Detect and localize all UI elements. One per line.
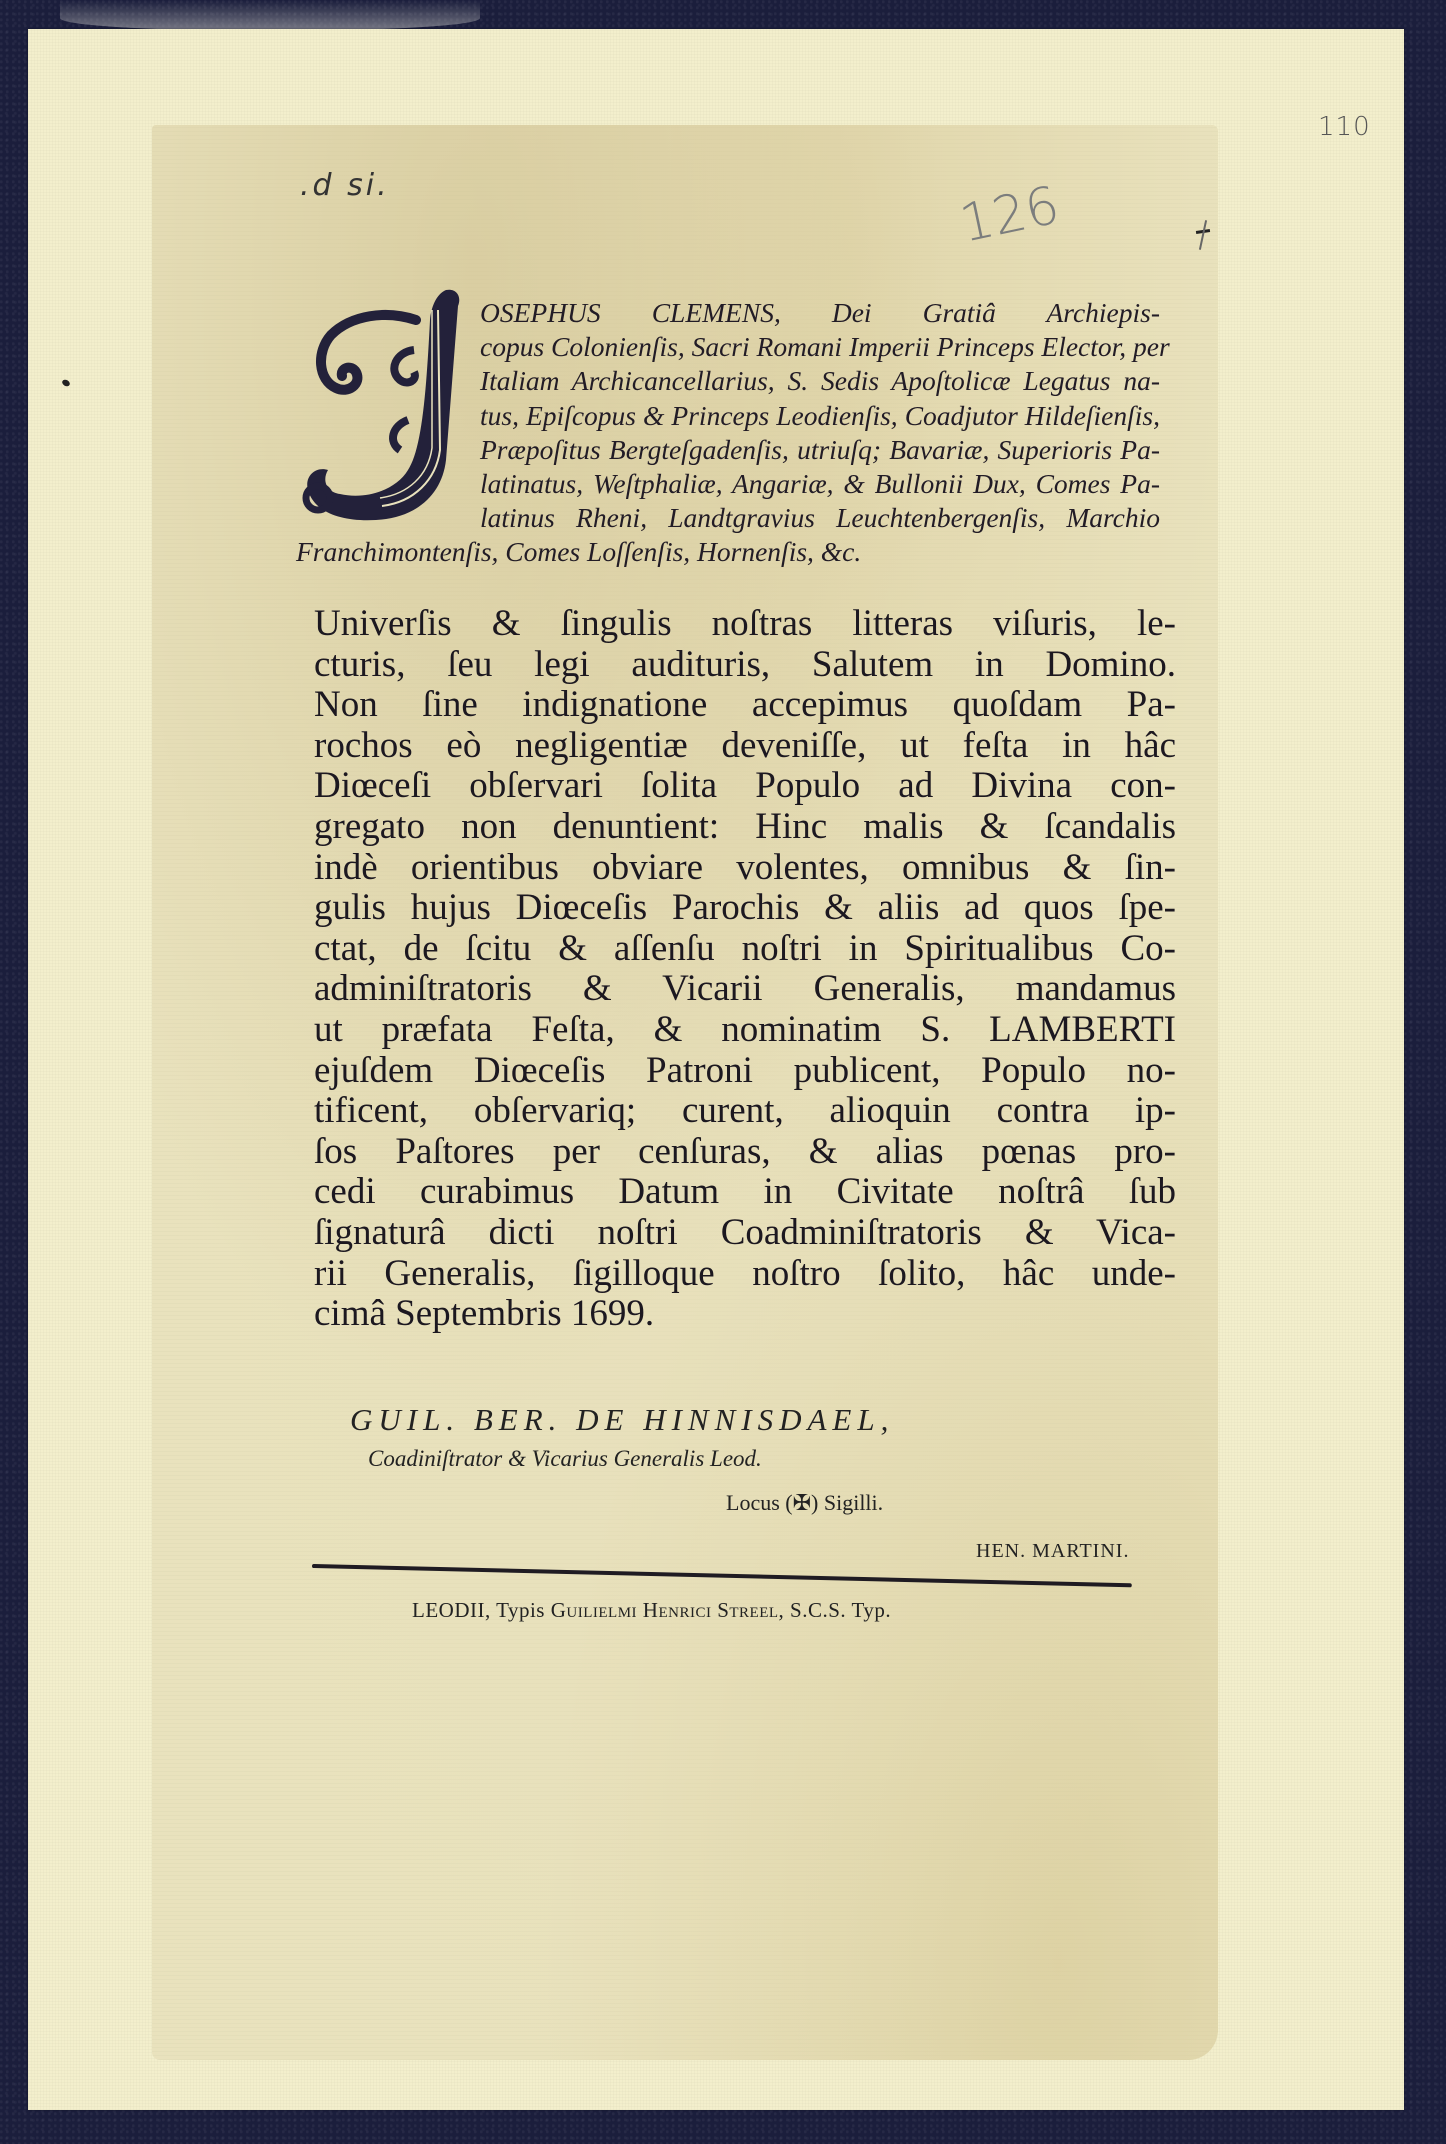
heading-line: copus Colonienſis, Sacri Romani Imperii Princeps Elector, per bbox=[480, 331, 1170, 363]
body-line: ſignaturâ dicti noſtri Coadminiſtratoris & Vica- bbox=[314, 1211, 1176, 1253]
body-line: ut præfata Feſta, & nominatim S. LAMBERTI bbox=[314, 1008, 1176, 1050]
body-line: Non ſine indignatione accepimus quoſdam Pa- bbox=[314, 684, 1176, 726]
torn-backing-edge bbox=[60, 0, 480, 30]
printer-imprint bbox=[412, 1598, 891, 1623]
body-line: rii Generalis, ſigilloque noſtro ſolito, hâc unde- bbox=[314, 1252, 1176, 1294]
seal-prefix: Locus ( bbox=[726, 1490, 793, 1515]
heading-line: latinus Rheni, Landtgravius Leuchtenbergenſis, Marchio bbox=[480, 502, 1160, 534]
archive-number: 110 bbox=[1318, 112, 1371, 142]
secretary-name: HEN. MARTINI. bbox=[976, 1540, 1130, 1562]
body-line: rochos eò negligentiæ deveniſſe, ut feſta in hâc bbox=[314, 724, 1176, 766]
ink-note: .d si. bbox=[300, 168, 390, 203]
imprint-city: LEODII, bbox=[412, 1598, 491, 1622]
heading-line: latinatus, Weſtphaliæ, Angariæ, & Bullonii Dux, Comes Pa- bbox=[480, 468, 1160, 500]
imprint-suffix: S.C.S. Typ. bbox=[790, 1598, 892, 1622]
body-line: tificent, obſervariq; curent, alioquin contra ip- bbox=[314, 1090, 1176, 1132]
imprint-typis: Typis bbox=[496, 1598, 545, 1622]
decree-body bbox=[314, 604, 1176, 1335]
heading-line: Franchimontenſis, Comes Loſſenſis, Hornenſis, &c. bbox=[296, 536, 862, 568]
heading-line: OSEPHUS CLEMENS, Dei Gratiâ Archiepis- bbox=[480, 297, 1160, 328]
seal-suffix: ) Sigilli. bbox=[811, 1490, 884, 1515]
heading-text bbox=[296, 296, 1170, 570]
body-line: indè orientibus obviare volentes, omnibus & ſin- bbox=[314, 846, 1176, 888]
seal-place bbox=[726, 1490, 883, 1516]
body-line: gulis hujus Diœceſis Parochis & aliis ad quos ſpe- bbox=[314, 887, 1176, 929]
heading-line: Præpoſitus Bergteſgadenſis, utriuſq; Bavariæ, Superioris Pa- bbox=[480, 433, 1160, 465]
body-line: ejuſdem Diœceſis Patroni publicent, Populo no- bbox=[314, 1049, 1176, 1091]
body-line: ſos Paſtores per cenſuras, & alias pœnas pro- bbox=[314, 1130, 1176, 1172]
heading-line: Italiam Archicancellarius, S. Sedis Apoſtolicæ Legatus na- bbox=[480, 365, 1160, 397]
heading-line: tus, Epiſcopus & Princeps Leodienſis, Coadjutor Hildeſienſis, bbox=[480, 399, 1160, 431]
signatory-name: GUIL. BER. DE HINNISDAEL, bbox=[350, 1402, 895, 1437]
body-line: cedi curabimus Datum in Civitate noſtrâ ſub bbox=[314, 1171, 1176, 1213]
cross-icon: ✠ bbox=[792, 1490, 812, 1515]
body-line: cimâ Septembris 1699. bbox=[314, 1293, 655, 1335]
pencil-number: 126 bbox=[954, 175, 1065, 255]
body-line: gregato non denuntient: Hinc malis & ſcandalis bbox=[314, 805, 1176, 847]
body-line: Univerſis & ſingulis noſtras litteras viſuris, le- bbox=[314, 603, 1176, 644]
imprint-printer: Guilielmi Henrici Streel, bbox=[550, 1598, 785, 1622]
body-line: cturis, ſeu legi audituris, Salutem in Domino. bbox=[314, 643, 1176, 685]
body-line: adminiſtratoris & Vicarii Generalis, mandamus bbox=[314, 968, 1176, 1010]
body-line: ctat, de ſcitu & aſſenſu noſtri in Spiritualibus Co- bbox=[314, 927, 1176, 969]
body-line: Diœceſi obſervari ſolita Populo ad Divina con- bbox=[314, 765, 1176, 807]
signatory-title: Coadiniſtrator & Vicarius Generalis Leod. bbox=[368, 1446, 762, 1471]
